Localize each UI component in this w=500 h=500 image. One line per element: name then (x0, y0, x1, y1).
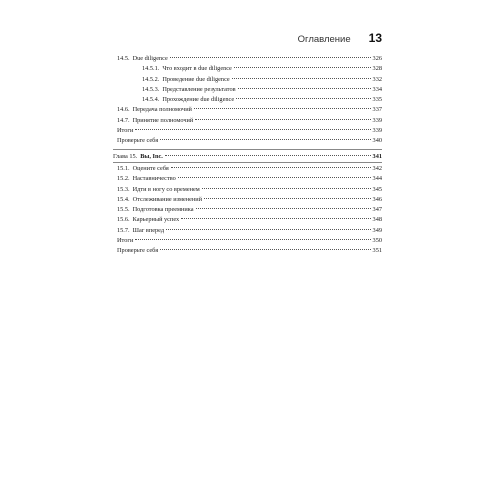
toc-leader-dots (204, 198, 371, 199)
toc-entry[interactable] (113, 205, 382, 215)
toc-entry-number: 15.4. (117, 195, 130, 203)
toc-entry-title: Отслеживание изменений (132, 195, 203, 203)
toc-entry-title: Проверьте себя (117, 137, 159, 145)
toc-entry[interactable] (113, 236, 382, 246)
toc-chapter-number: Глава 15. (113, 152, 138, 160)
toc-entry-title: Принятие полномочий (132, 116, 194, 124)
toc-entry[interactable] (113, 226, 382, 236)
toc-entry-title: Подготовка преемника (132, 206, 194, 214)
toc-leader-dots (194, 108, 371, 109)
toc-entry[interactable] (113, 126, 382, 136)
toc-entry-number: 14.5.4. (142, 96, 160, 104)
toc-entry-title: Проведение due diligence (162, 75, 230, 83)
toc-entry[interactable] (113, 64, 382, 74)
toc-leader-dots (171, 167, 371, 168)
toc-section-14 (113, 54, 382, 147)
toc-entry-page: 349 (372, 226, 382, 234)
toc-entry-number: 14.7. (117, 116, 130, 124)
toc-entry-page: 334 (372, 85, 382, 93)
toc-entry[interactable] (113, 195, 382, 205)
toc-entry[interactable] (113, 105, 382, 115)
toc-leader-dots (195, 119, 370, 120)
chapter-divider-top (113, 149, 382, 150)
toc-entry-title: Итоги (117, 237, 134, 245)
toc-entry-page: 348 (372, 216, 382, 224)
toc-chapter-title: Вы, Inc. (140, 152, 163, 160)
toc-entry-title: Карьерный успех (132, 216, 180, 224)
toc-entry-page: 335 (372, 96, 382, 104)
toc-entry-title: Наставничество (132, 175, 176, 183)
chapter-divider-bottom (113, 162, 382, 163)
toc-entry[interactable] (113, 246, 382, 256)
toc-leader-dots (234, 67, 371, 68)
toc-leader-dots (135, 239, 370, 240)
toc-leader-dots (181, 218, 370, 219)
toc-entry-page: 326 (372, 55, 382, 62)
toc-entry-page: 344 (372, 175, 382, 183)
toc-leader-dots (160, 139, 370, 140)
toc-chapter-page: 341 (372, 152, 382, 160)
toc-entry-number: 14.5. (117, 55, 130, 62)
toc-entry[interactable] (113, 136, 382, 146)
toc-entry-number: 15.6. (117, 216, 130, 224)
toc-entry-title: Шаг вперед (132, 226, 165, 234)
running-head-title: Оглавление (297, 34, 351, 45)
page-header (298, 31, 382, 45)
toc-chapter-entry[interactable] (113, 152, 382, 162)
toc-leader-dots (202, 188, 371, 189)
toc-entry-page: 346 (372, 195, 382, 203)
toc-entry-page: 351 (372, 247, 382, 255)
toc-entry-number: 14.6. (117, 106, 130, 114)
toc-entry[interactable] (113, 116, 382, 126)
toc-entry-title: Представление результатов (162, 85, 236, 93)
toc-entry-number: 15.1. (117, 164, 130, 172)
toc-entry-title: Идти в ногу со временем (132, 185, 200, 193)
toc-entry-page: 347 (372, 206, 382, 214)
toc-entry-title: Оцените себя (132, 164, 169, 172)
toc-entry-page: 332 (372, 75, 382, 83)
toc-leader-dots (170, 57, 371, 58)
toc-entry-number: 15.3. (117, 185, 130, 193)
toc-entry-page: 339 (372, 116, 382, 124)
table-of-contents (113, 54, 382, 257)
toc-entry-number: 15.7. (117, 226, 130, 234)
toc-entry[interactable] (113, 185, 382, 195)
toc-entry[interactable] (113, 95, 382, 105)
toc-entry-page: 339 (372, 127, 382, 135)
toc-entry-number: 14.5.1. (142, 65, 160, 73)
toc-entry-page: 328 (372, 65, 382, 73)
toc-entry-title: Итоги (117, 127, 134, 135)
toc-entry-title: Due diligence (132, 55, 168, 62)
toc-entry[interactable] (113, 174, 382, 184)
toc-leader-dots (238, 88, 371, 89)
toc-entry-title: Передача полномочий (132, 106, 192, 114)
toc-entry[interactable] (113, 164, 382, 174)
toc-leader-dots (160, 249, 370, 250)
toc-entry[interactable] (113, 75, 382, 85)
toc-entry-page: 337 (372, 106, 382, 114)
toc-entry[interactable] (113, 85, 382, 95)
toc-leader-dots (166, 229, 370, 230)
toc-entry[interactable] (113, 215, 382, 225)
toc-entry-title: Прохождение due diligence (162, 96, 235, 104)
toc-entry-number: 15.2. (117, 175, 130, 183)
toc-entry-title: Что входит в due diligence (162, 65, 232, 73)
toc-entry-page: 342 (372, 164, 382, 172)
toc-leader-dots (196, 208, 371, 209)
toc-leader-dots (165, 155, 371, 156)
toc-entry-page: 340 (372, 137, 382, 145)
toc-entry-title: Проверьте себя (117, 247, 159, 255)
toc-entry-page: 350 (372, 237, 382, 245)
toc-entry-number: 14.5.3. (142, 85, 160, 93)
toc-leader-dots (236, 98, 370, 99)
toc-leader-dots (135, 129, 370, 130)
toc-leader-dots (232, 78, 371, 79)
toc-entry[interactable] (113, 54, 382, 64)
toc-entry-number: 14.5.2. (142, 75, 160, 83)
page-number: 13 (368, 31, 382, 45)
toc-entry-page: 345 (372, 185, 382, 193)
toc-leader-dots (178, 177, 371, 178)
toc-section-15 (113, 164, 382, 257)
toc-entry-number: 15.5. (117, 206, 130, 214)
